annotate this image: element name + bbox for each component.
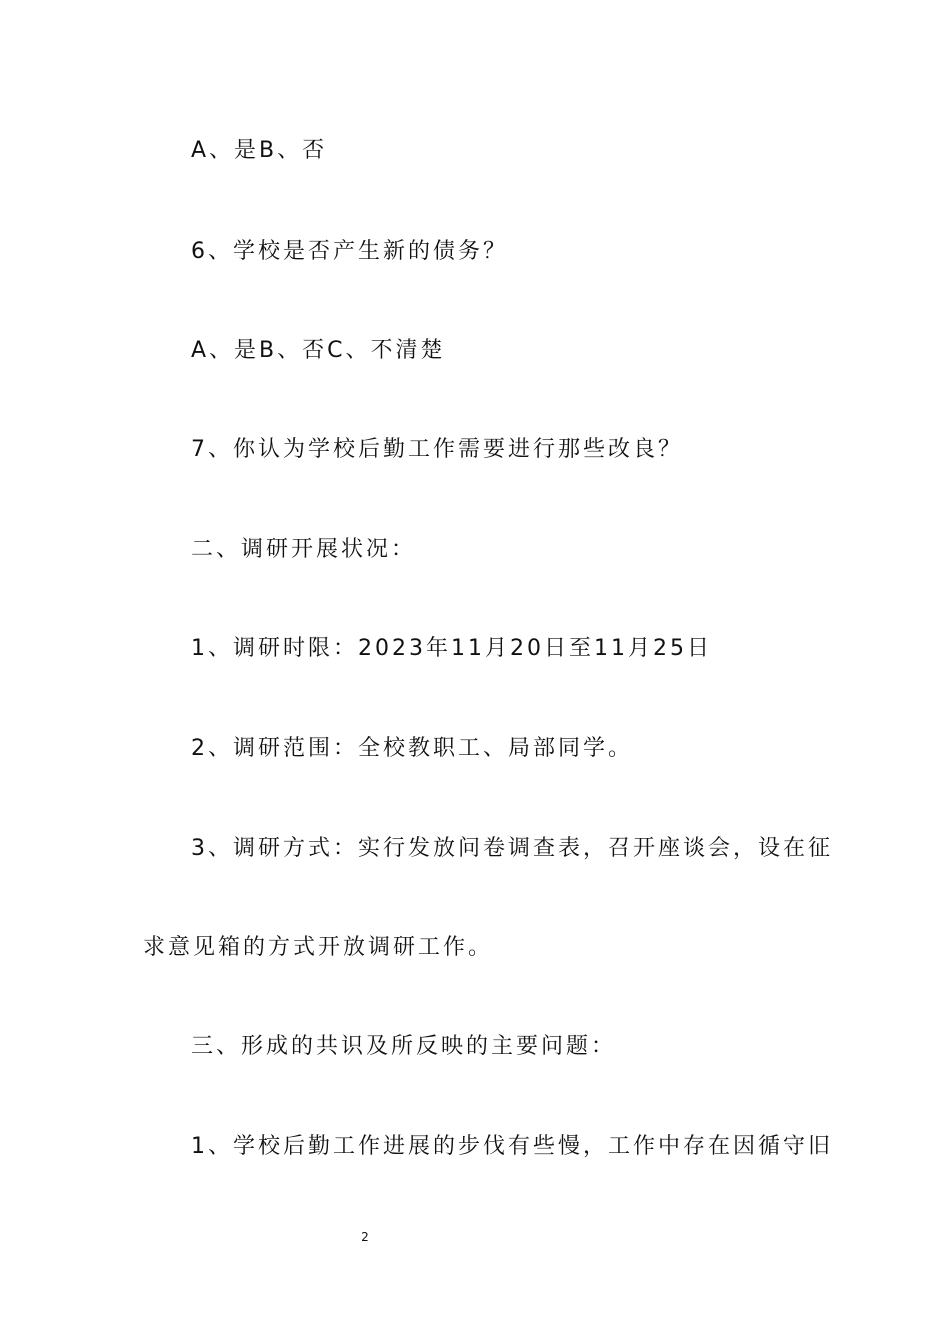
paragraph-line: 求意见箱的方式开放调研工作。: [143, 935, 494, 960]
answer-options-line: A、是B、否C、不清楚: [191, 338, 446, 363]
question-6: 6、学校是否产生新的债务？: [191, 239, 508, 264]
paragraph-line: 1、调研时限：2023年11月20日至11月25日: [191, 636, 712, 661]
answer-options-line: A、是B、否: [191, 138, 328, 163]
section-heading-2: 二、调研开展状况：: [191, 537, 417, 562]
question-7: 7、你认为学校后勤工作需要进行那些改良？: [191, 437, 683, 462]
paragraph-line: 1、学校后勤工作进展的步伐有些慢，工作中存在因循守旧: [191, 1134, 833, 1159]
section-heading-3: 三、形成的共识及所反映的主要问题：: [191, 1034, 617, 1059]
paragraph-line: 3、调研方式：实行发放问卷调查表，召开座谈会，设在征: [191, 836, 833, 861]
paragraph-line: 2、调研范围：全校教职工、局部同学。: [191, 736, 633, 761]
page-number: 2: [361, 1230, 369, 1244]
